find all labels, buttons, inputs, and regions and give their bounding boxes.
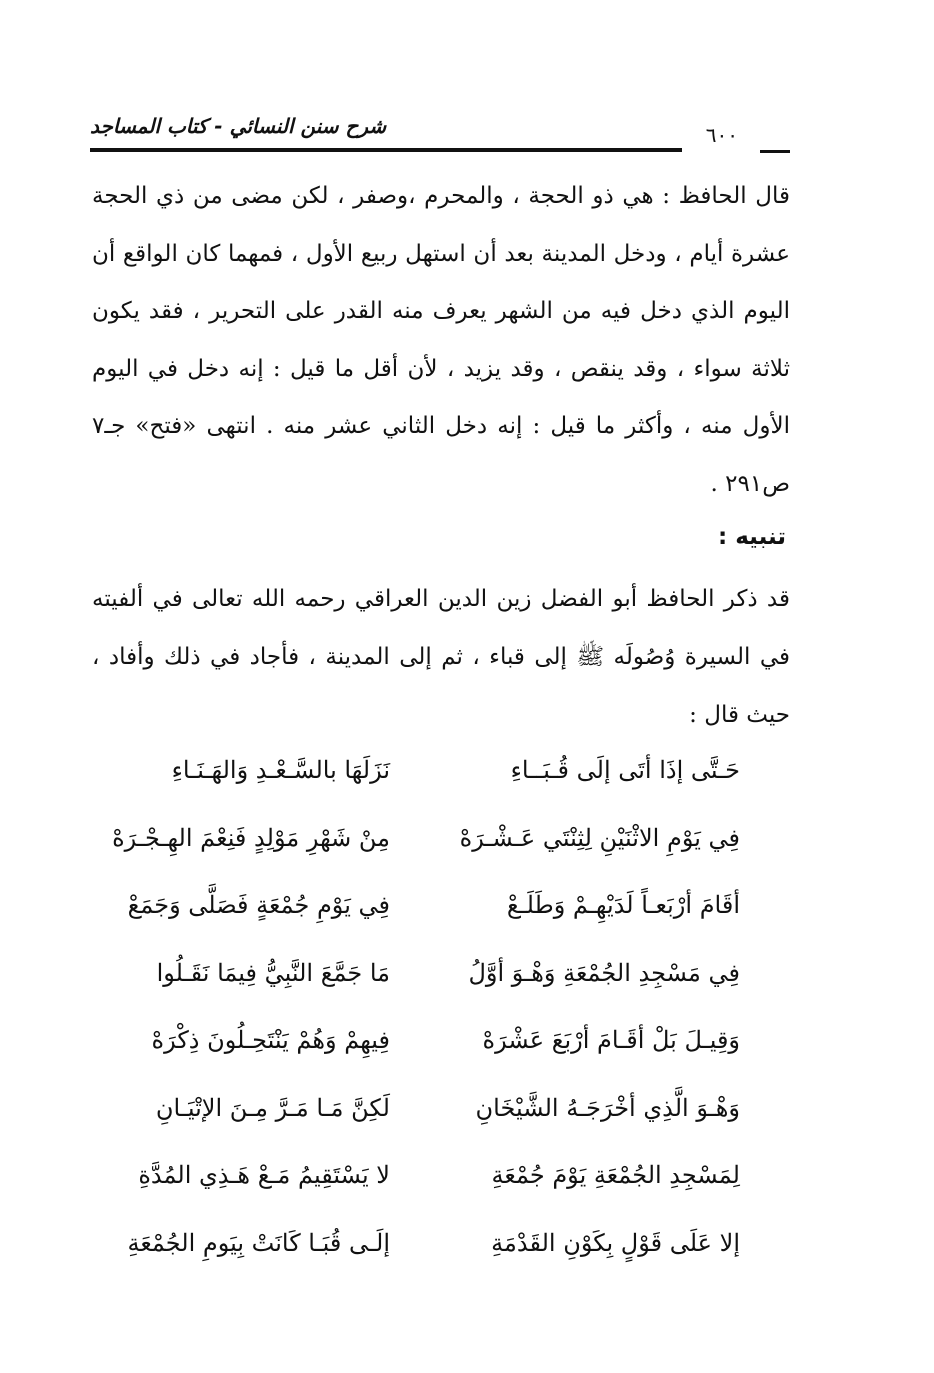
verse-first-hemistich: فِي مَسْجِدِ الجُمْعَةِ وَهْـوَ أوَّلُ (468, 958, 740, 987)
poem-verse (90, 875, 770, 943)
verse-second-hemistich: فِي يَوْمِ جُمْعَةٍ فَصَلَّى وَجَمَعْ (127, 891, 390, 919)
running-title: شرح سنن النسائي - كتاب المساجد (90, 114, 387, 138)
verse-first-hemistich: وَقِيـلَ بَلْ أقَـامَ أرْبَعَ عَشْرَهْ (482, 1026, 740, 1054)
intro-paragraph (92, 570, 790, 744)
verse-second-hemistich: لَكِنَّ مَـا مَـرَّ مِـنَ الإتْيَـانِ (155, 1093, 390, 1122)
paragraph-2: قد ذكر الحافظ أبو الفضل زين الدين العراقي رحمه الله تعالى في ألفيته في السيرة وُصُولَه ﷺ إلى قباء ، ثم إلى المدينة ، فأجاد في ذلك وأفاد ، حيث قال : (92, 586, 790, 728)
verse-second-hemistich: إلَـى قُبَـا كَانَتْ بِيَومِ الجُمْعَةِ (127, 1228, 390, 1257)
page-number-dash (760, 150, 790, 153)
section-heading: تنبيه : (718, 524, 786, 550)
verse-first-hemistich: حَـتَّى إذَا أتَى إلَى قُـبَــاءِ (510, 756, 740, 784)
verse-first-hemistich: إلا عَلَى قَوْلٍ بِكَوْنِ القَدْمَةِ (491, 1228, 740, 1257)
verse-second-hemistich: مَا جَمَّعَ النَّبِيُّ فِيمَا نَقَـلُوا (156, 958, 390, 987)
verse-first-hemistich: لِمَسْجِدِ الجُمْعَةِ يَوْمَ جُمْعَةِ (491, 1161, 740, 1189)
poem-verse (90, 808, 770, 876)
header-rule (90, 148, 682, 152)
poem-verse (90, 1078, 770, 1146)
poem-verse (90, 1213, 770, 1281)
poem (90, 740, 770, 1280)
verse-first-hemistich: وَهْـوَ الَّذِي أخْرَجَـهُ الشَّيْخَانِ (475, 1093, 740, 1122)
poem-verse (90, 1010, 770, 1078)
verse-first-hemistich: أقَامَ أرْبَعـاً لَدَيْهِـمْ وَطَلَـعْ (506, 891, 740, 919)
verse-second-hemistich: فِيهِمْ وَهُمْ يَنْتَحِـلُونَ ذِكْرَهْ (151, 1026, 390, 1054)
poem-verse (90, 943, 770, 1011)
page-header (90, 108, 790, 156)
poem-verse (90, 1145, 770, 1213)
verse-second-hemistich: مِنْ شَهْرِ مَوْلِدٍ فَنِعْمَ الهِـجْـرَهْ (112, 823, 390, 852)
verse-second-hemistich: نَزَلَهَا بالسَّـعْـدِ وَالهَـنَـاءِ (171, 756, 390, 784)
verse-second-hemistich: لا يَسْتَقِيمُ مَـعْ هَـذِي المُدَّةِ (138, 1161, 390, 1189)
main-text (92, 168, 790, 513)
paragraph-1: قال الحافظ : هي ذو الحجة ، والمحرم ،وصفر ، لكن مضى من ذي الحجة عشرة أيام ، ودخل المدينة بعد أن استهل ربيع الأول ، فمهما كان الواقع أن اليوم الذي دخل فيه من الشهر يعرف منه القدر على التحرير ، فقد يكون ثلاثة سواء ، وقد ينقص ، وقد يزيد ، لأن أقل ما قيل : إنه دخل في اليوم الأول منه ، وأكثر ما قيل : إنه دخل الثاني عشر منه . انتهى «فتح» جـ٧ ص٢٩١ . (92, 183, 790, 497)
page-number: ٦٠٠ (705, 123, 738, 147)
poem-verse (90, 740, 770, 808)
verse-first-hemistich: فِي يَوْمِ الاثْنَيْنِ لِثِنْتَي عَـشْـرَهْ (459, 823, 740, 852)
